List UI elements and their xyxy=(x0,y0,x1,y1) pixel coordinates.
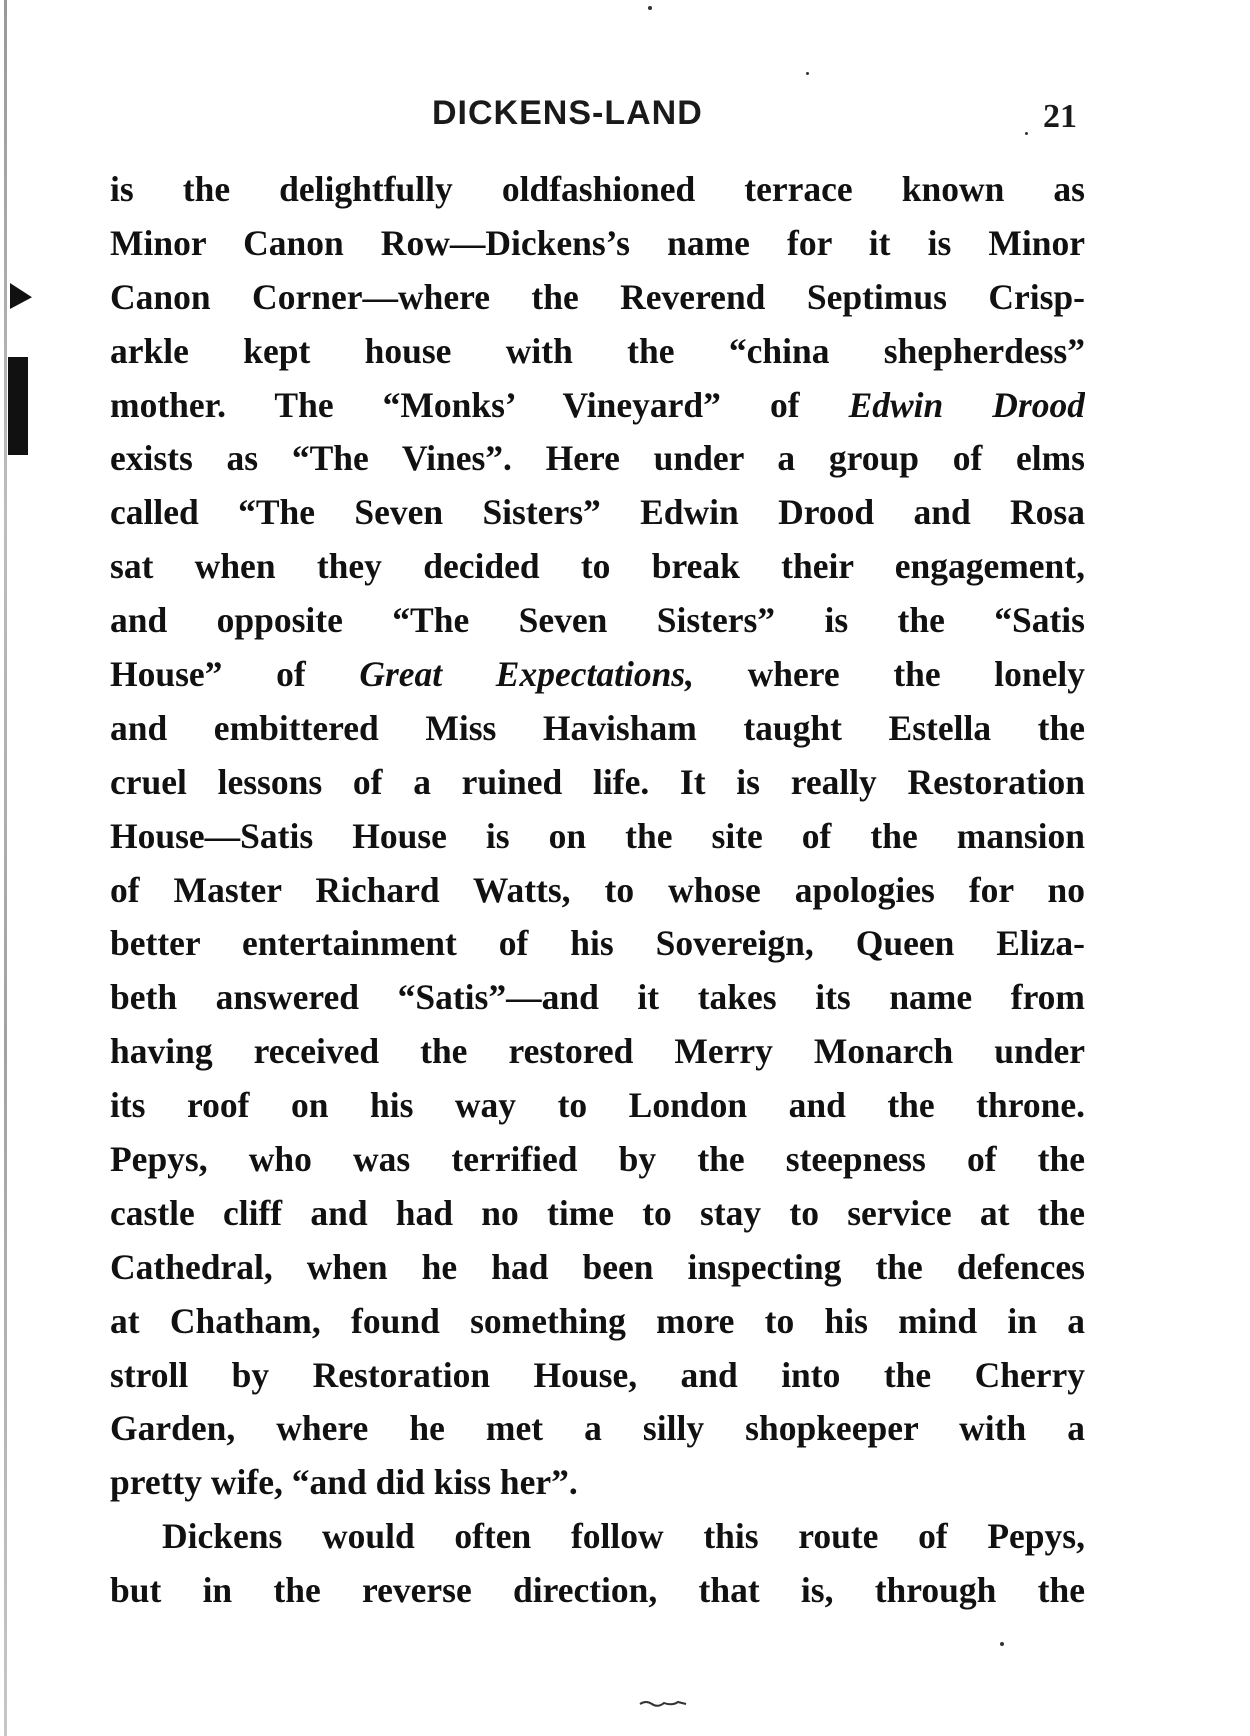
text-line: and embittered Miss Havisham taught Estella the xyxy=(110,707,1085,748)
print-speck xyxy=(1000,1642,1004,1646)
text-line: beth answered “Satis”—and it takes its name from xyxy=(110,977,1085,1018)
text-line: Cathedral, when he had been inspecting the defences xyxy=(110,1246,1085,1287)
text-line: better entertainment of his Sovereign, Queen Eliza- xyxy=(110,923,1085,964)
page-number: 21 xyxy=(1043,98,1077,135)
print-speck xyxy=(648,6,652,10)
text-line: of Master Richard Watts, to whose apologies for no xyxy=(110,869,1085,910)
text-line: Pepys, who was terrified by the steepness of the xyxy=(110,1139,1085,1180)
text-line: but in the reverse direction, that is, through the xyxy=(110,1570,1085,1611)
binding-mark-arrow xyxy=(10,283,32,309)
text-line: cruel lessons of a ruined life. It is really Restoration xyxy=(110,761,1085,802)
text-line-with-italic xyxy=(110,648,1085,702)
ink-scribble xyxy=(638,1698,688,1708)
text-line: arkle kept house with the “china shepherdess” xyxy=(110,330,1085,371)
text-line-with-italic xyxy=(110,379,1085,433)
text-line: is the delightfully oldfashioned terrace known as xyxy=(110,169,1085,209)
text-line-segment: mother. The “Monks’ Vineyard” of xyxy=(110,384,800,425)
text-line: sat when they decided to break their engagement, xyxy=(110,546,1085,587)
text-line-segment: House” of xyxy=(110,654,306,695)
text-line: called “The Seven Sisters” Edwin Drood and Rosa xyxy=(110,492,1085,533)
text-line: Dickens would often follow this route of Pepys, xyxy=(162,1516,1085,1557)
italic-book-title: Edwin Drood xyxy=(848,384,1085,425)
print-speck xyxy=(1025,132,1028,135)
text-line: its roof on his way to London and the throne. xyxy=(110,1085,1085,1126)
text-line: castle cliff and had no time to stay to service at the xyxy=(110,1192,1085,1233)
text-line: pretty wife, “and did kiss her”. xyxy=(110,1462,578,1503)
text-line-segment: where the lonely xyxy=(747,654,1085,695)
text-line: Garden, where he met a silly shopkeeper with a xyxy=(110,1408,1085,1449)
page-header xyxy=(0,94,1250,144)
binding-mark-bar xyxy=(8,357,28,455)
running-title: DICKENS-LAND xyxy=(432,94,703,132)
text-line: and opposite “The Seven Sisters” is the “Satis xyxy=(110,600,1085,641)
text-line: House—Satis House is on the site of the mansion xyxy=(110,815,1085,856)
print-speck xyxy=(806,72,809,75)
text-line: Minor Canon Row—Dickens’s name for it is Minor xyxy=(110,222,1085,263)
text-line: exists as “The Vines”. Here under a group of elms xyxy=(110,438,1085,479)
text-line: stroll by Restoration House, and into the Cherry xyxy=(110,1354,1085,1395)
text-line: Canon Corner—where the Reverend Septimus Crisp- xyxy=(110,276,1085,317)
binding-edge xyxy=(4,0,7,1736)
italic-book-title: Great Expectations, xyxy=(359,654,694,695)
text-line: at Chatham, found something more to his mind in a xyxy=(110,1300,1085,1341)
body-text xyxy=(110,163,1085,1618)
text-line: having received the restored Merry Monarch under xyxy=(110,1031,1085,1072)
